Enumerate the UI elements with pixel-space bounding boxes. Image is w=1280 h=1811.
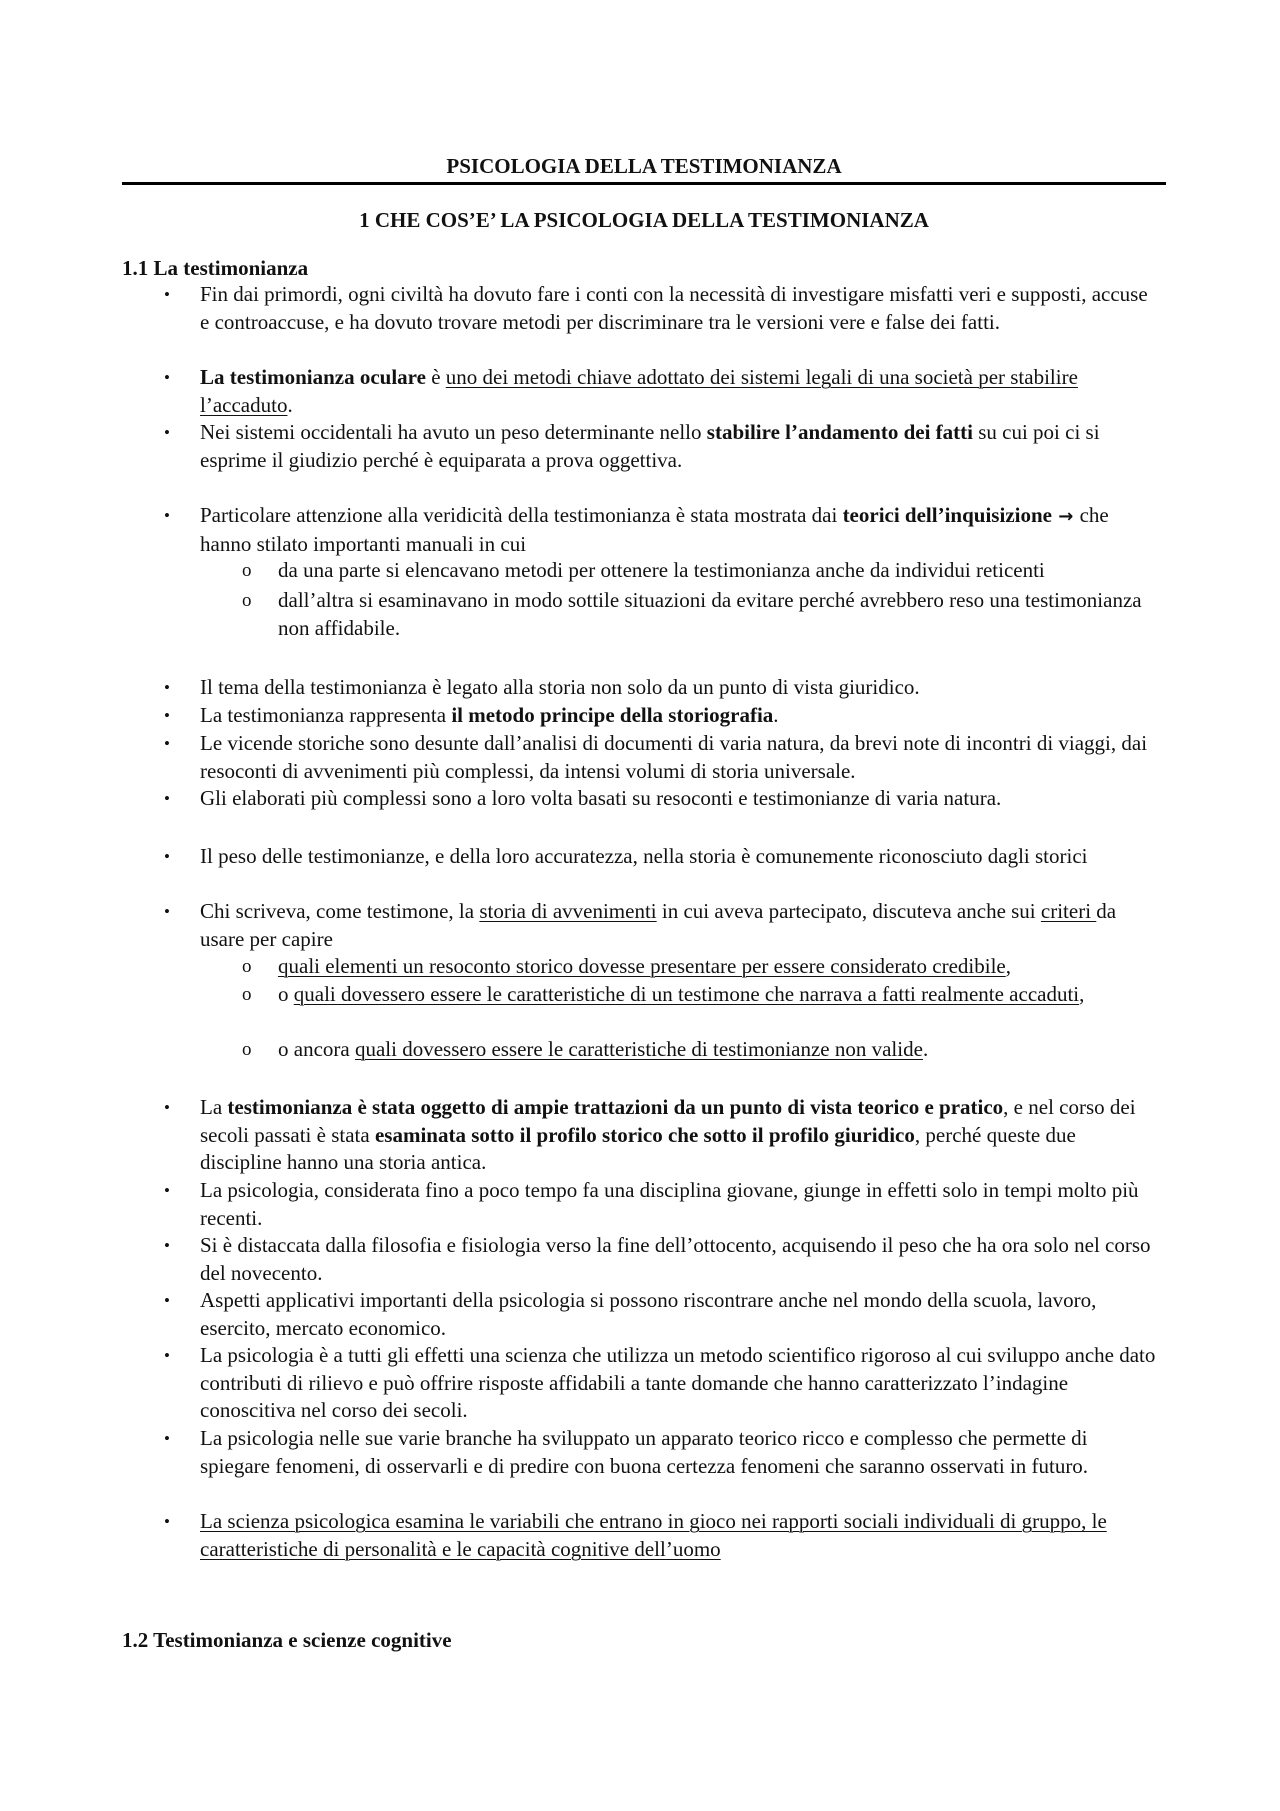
bold-text: stabilire l’andamento dei fatti xyxy=(706,420,973,444)
text-run: su cui poi ci si esprime il giudizio perché è equiparata a prova oggettiva. xyxy=(200,420,1100,472)
list-item xyxy=(164,1177,1160,1232)
sub-list-item xyxy=(242,557,1168,585)
paragraph-text: Gli elaborati più complessi sono a loro volta basati su resoconti e testimonianze di varia natura. xyxy=(200,786,1002,810)
right-arrow-icon: → xyxy=(1051,506,1080,527)
paragraph-text: dall’altra si esaminavano in modo sottile situazioni da evitare perché avrebbero reso una testimonianza non affidabile. xyxy=(278,588,1142,640)
list-item xyxy=(164,1425,1160,1480)
bullet-icon: • xyxy=(164,1236,170,1255)
list-item xyxy=(164,1508,1160,1563)
bullet-icon: • xyxy=(164,1291,170,1310)
text-run: o xyxy=(278,982,294,1006)
text-run: che hanno stilato importanti manuali in cui xyxy=(200,503,1109,556)
sub-list-item xyxy=(242,953,1168,981)
paragraph-text: Fin dai primordi, ogni civiltà ha dovuto fare i conti con la necessità di investigare misfatti veri e supposti, accuse e controaccuse, e ha dovuto trovare metodi per discriminare tra le versioni vere e false dei fatti. xyxy=(200,282,1148,334)
bullet-icon: • xyxy=(164,847,170,866)
chapter-heading: 1 CHE COS’E’ LA PSICOLOGIA DELLA TESTIMONIANZA xyxy=(359,208,929,232)
text-run: Particolare attenzione alla veridicità della testimonianza è stata mostrata dai xyxy=(200,503,843,527)
list-item xyxy=(164,730,1160,785)
text-run: , e nel corso dei secoli passati è stata xyxy=(200,1095,1136,1147)
bullet-icon: • xyxy=(164,1512,170,1531)
title-rule xyxy=(122,182,1166,185)
text-run: da usare per capire xyxy=(200,899,1117,951)
bullet-icon: • xyxy=(164,902,170,921)
text-run: è xyxy=(425,365,446,389)
text-run: Chi scriveva, come testimone, la xyxy=(200,899,480,923)
circle-bullet-icon: o xyxy=(242,590,252,611)
underlined-text: quali dovessero essere le caratteristiche di un testimone che narrava a fatti realmente accaduti xyxy=(293,982,1080,1006)
sub-list-item xyxy=(242,981,1168,1009)
bold-text: il metodo principe della storiografia xyxy=(451,703,774,727)
bullet-icon: • xyxy=(164,1098,170,1117)
bullet-icon: • xyxy=(164,734,170,753)
paragraph-text: Il tema della testimonianza è legato alla storia non solo da un punto di vista giuridico. xyxy=(200,675,920,699)
list-item xyxy=(164,1342,1160,1425)
bullet-icon: • xyxy=(164,678,170,697)
circle-bullet-icon: o xyxy=(242,560,252,581)
text-run: . xyxy=(773,703,779,727)
underlined-text: uno dei metodi chiave adottato dei sistemi legali di una società per stabilire l’accaduto xyxy=(200,365,1078,417)
bullet-icon: • xyxy=(164,1181,170,1200)
bold-text: La testimonianza oculare xyxy=(200,365,426,389)
list-item xyxy=(164,702,1160,730)
underlined-text: La scienza psicologica esamina le variabili che entrano in gioco nei rapporti sociali individuali di gruppo, le caratteristiche di personalità e le capacità cognitive dell’uomo xyxy=(200,1509,1107,1561)
bold-text: esaminata sotto il profilo storico che sotto il profilo giuridico xyxy=(374,1122,915,1147)
underlined-text: quali dovessero essere le caratteristiche di testimonianze non valide xyxy=(354,1037,923,1061)
paragraph-text: La psicologia è a tutti gli effetti una scienza che utilizza un metodo scientifico rigoroso al cui sviluppo anche dato contributi di rilievo e può offrire risposte affidabili a tante domande che hanno caratterizzato l’indagine conoscitiva nel corso dei secoli. xyxy=(200,1343,1156,1423)
text-run: Nei sistemi occidentali ha avuto un peso determinante nello xyxy=(200,420,707,444)
list-item xyxy=(164,898,1160,953)
paragraph-text: Le vicende storiche sono desunte dall’analisi di documenti di varia natura, da brevi note di incontri di viaggi, dai resoconti di avvenimenti più complessi, da intensi volumi di storia universale. xyxy=(200,731,1148,783)
paragraph-text: da una parte si elencavano metodi per ottenere la testimonianza anche da individui reticenti xyxy=(278,558,1045,582)
bullet-icon: • xyxy=(164,1429,170,1448)
text-run: . xyxy=(922,1037,929,1061)
paragraph-text: Il peso delle testimonianze, e della loro accuratezza, nella storia è comunemente riconosciuto dagli storici xyxy=(200,844,1088,868)
text-run: o ancora xyxy=(278,1037,355,1061)
bold-text: teorici dell’inquisizione xyxy=(842,503,1052,527)
bullet-icon: • xyxy=(164,368,170,387)
paragraph-text: Aspetti applicativi importanti della psicologia si possono riscontrare anche nel mondo della scuola, lavoro, esercito, mercato economico. xyxy=(200,1288,1097,1340)
bold-text: testimonianza è stata oggetto di ampie trattazioni da un punto di vista teorico e pratico xyxy=(227,1095,1004,1119)
list-item xyxy=(164,364,1160,419)
circle-bullet-icon: o xyxy=(242,956,252,977)
text-run: , xyxy=(1005,954,1011,978)
text-run: . xyxy=(287,392,293,417)
text-run: La testimonianza rappresenta xyxy=(200,703,452,727)
list-item xyxy=(164,419,1160,474)
circle-bullet-icon: o xyxy=(242,984,252,1005)
sub-list-item xyxy=(242,587,1168,642)
underlined-text: criteri xyxy=(1040,899,1097,923)
sub-list-item xyxy=(242,1036,1168,1064)
bullet-icon: • xyxy=(164,1346,170,1365)
section-heading-1-2: 1.2 Testimonianza e scienze cognitive xyxy=(122,1628,452,1652)
paragraph-text: Si è distaccata dalla filosofia e fisiologia verso la fine dell’ottocento, acquisendo il peso che ha ora solo nel corso del novecento. xyxy=(200,1233,1151,1285)
section-heading-1-1: 1.1 La testimonianza xyxy=(122,256,309,280)
page-title: PSICOLOGIA DELLA TESTIMONIANZA xyxy=(446,154,842,178)
list-item xyxy=(164,674,1160,702)
paragraph-text: La psicologia nelle sue varie branche ha sviluppato un apparato teorico ricco e complesso che permette di spiegare fenomeni, di osservarli e di predire con buona certezza fenomeni che saranno osservati in futuro. xyxy=(200,1426,1089,1478)
bullet-icon: • xyxy=(164,423,170,442)
list-item xyxy=(164,281,1160,336)
text-run: , perché queste due discipline hanno una storia antica. xyxy=(200,1122,1076,1175)
list-item xyxy=(164,1094,1160,1177)
list-item xyxy=(164,843,1160,871)
list-item xyxy=(164,1287,1160,1342)
underlined-text: quali elementi un resoconto storico dovesse presentare per essere considerato credibile xyxy=(278,954,1006,978)
list-item xyxy=(164,502,1160,558)
text-run: , xyxy=(1079,982,1085,1006)
circle-bullet-icon: o xyxy=(242,1039,252,1060)
list-item xyxy=(164,1232,1160,1287)
paragraph-text: La psicologia, considerata fino a poco tempo fa una disciplina giovane, giunge in effetti solo in tempi molto più recenti. xyxy=(200,1178,1139,1230)
list-item xyxy=(164,785,1160,813)
bullet-icon: • xyxy=(164,789,170,808)
bullet-icon: • xyxy=(164,285,170,304)
text-run: La xyxy=(200,1095,228,1119)
bullet-icon: • xyxy=(164,706,170,725)
bullet-icon: • xyxy=(164,506,170,525)
underlined-text: storia di avvenimenti xyxy=(479,899,657,923)
text-run: in cui aveva partecipato, discuteva anche sui xyxy=(656,899,1041,923)
